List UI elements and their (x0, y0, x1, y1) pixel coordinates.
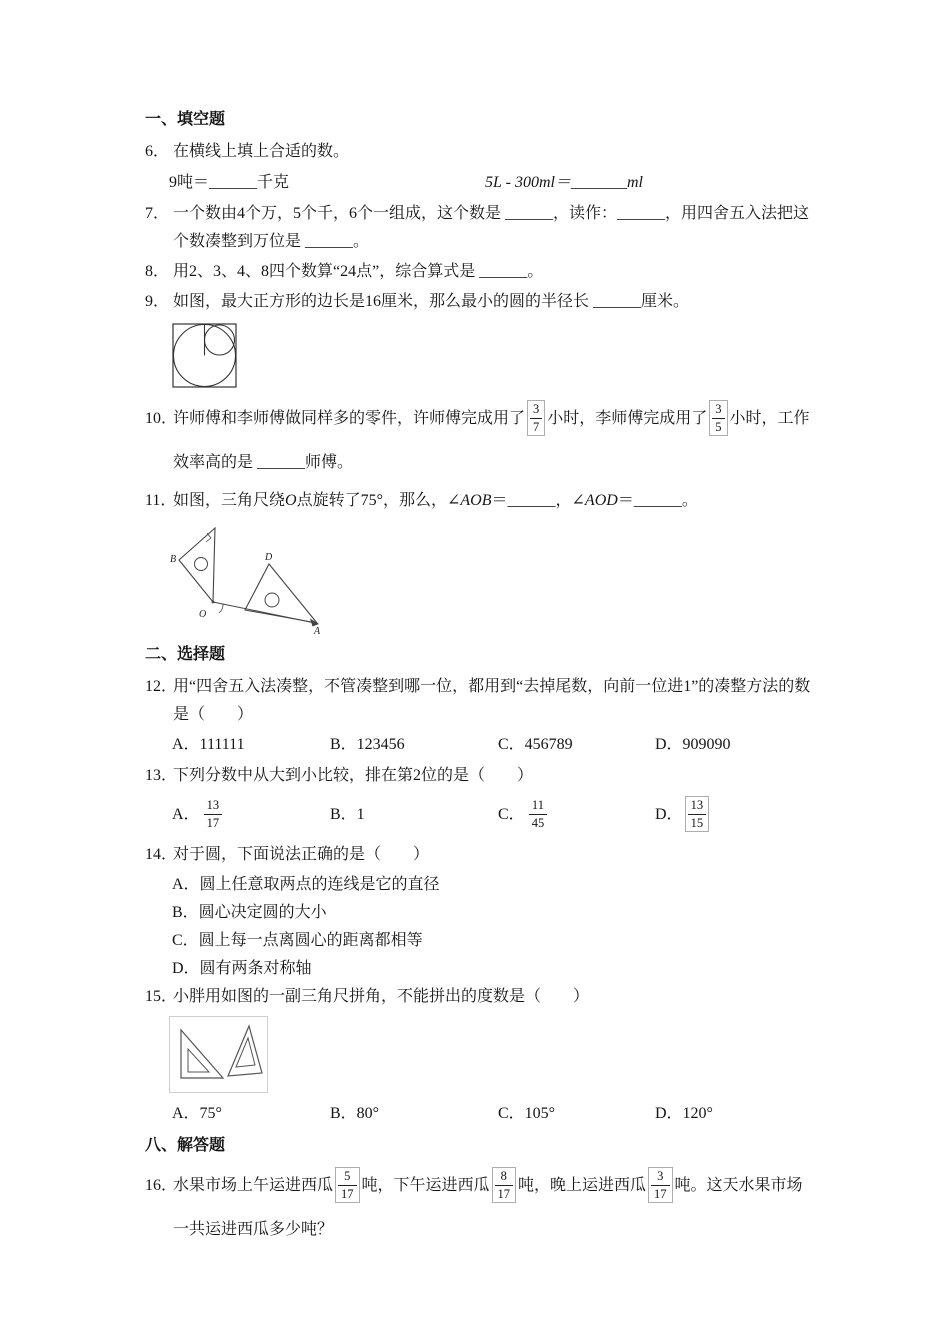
question-number: 6． (145, 143, 170, 160)
fraction-denominator: 45 (531, 815, 545, 830)
question-text: 下列分数中从大到小比较，排在第2位的是（ ） (173, 767, 534, 784)
question-number: 7． (145, 205, 170, 222)
question-text: 小时，李师傅完成用了 (547, 410, 708, 427)
unit-conversion-1: 9吨＝______千克 (169, 174, 290, 191)
option-a: A．圆上任意取两点的连线是它的直径 (172, 876, 440, 893)
question-number: 13． (145, 767, 178, 784)
figure-label-b: B (170, 554, 177, 565)
option-c: C．圆上每一点离圆心的距离都相等 (172, 932, 423, 949)
question-text: 用2、3、4、8四个数算“24点”，综合算式是 ______。 (173, 263, 544, 280)
fraction-denominator: 17 (341, 1186, 354, 1201)
angle-label: ∠AOD (571, 492, 618, 509)
option-b: B．1 (330, 806, 365, 823)
question-text: ＝______， (491, 492, 572, 509)
question-15 (145, 983, 815, 1011)
question-text: 点旋转了75°，那么， (296, 492, 447, 509)
option-d (655, 792, 815, 838)
fraction (527, 400, 545, 436)
question-7 (145, 200, 815, 256)
fraction-denominator: 17 (654, 1186, 667, 1201)
question-number: 12． (145, 678, 178, 695)
option-a: A．75° (172, 1105, 222, 1122)
fraction-numerator: 13 (204, 798, 223, 814)
fraction-numerator: 3 (530, 402, 542, 418)
option-d: D．圆有两条对称轴 (172, 960, 312, 977)
option-key: C． (498, 806, 525, 823)
question-text: 许师傅和李师傅做同样多的零件，许师傅完成用了 (173, 410, 526, 427)
question-11 (145, 487, 815, 515)
fraction-denominator: 17 (206, 815, 220, 830)
question-text: 对于圆，下面说法正确的是（ ） (173, 846, 430, 863)
question-15-options (145, 1100, 815, 1128)
option-a (172, 792, 330, 838)
question-text: 一个数由4个万，5个千，6个一组成，这个数是 ______，读作：______，用四舍五入法把这个数凑整到万位是 ______。 (173, 205, 810, 250)
section-title-fill-blanks: 一、填空题 (145, 111, 226, 128)
option-b: B．123456 (330, 736, 405, 753)
fraction (648, 1167, 673, 1203)
option-c (498, 792, 655, 838)
question-text: 吨，晚上运进西瓜 (518, 1177, 647, 1194)
fraction-numerator: 5 (338, 1169, 357, 1185)
question-10 (145, 397, 815, 485)
question-14 (145, 841, 815, 869)
question-6-blanks (145, 168, 815, 198)
figure-label-a: A (314, 626, 321, 635)
question-text: 水果市场上午运进西瓜 (173, 1177, 334, 1194)
question-text: 小胖用如图的一副三角尺拼角，不能拼出的度数是（ ） (173, 988, 590, 1005)
question-12-options (145, 731, 815, 759)
fraction-denominator: 7 (533, 419, 540, 434)
fraction-numerator: 3 (712, 402, 724, 418)
question-text: ＝______。 (617, 492, 698, 509)
question-8 (145, 258, 815, 286)
section-title-solve-problems: 八、解答题 (145, 1137, 226, 1154)
fraction (202, 797, 225, 831)
question-13-options (145, 792, 815, 838)
unit-conversion-2: 5L - 300ml＝_______ml (485, 174, 643, 191)
figure-rotated-triangle-rulers (169, 520, 324, 635)
fraction (527, 797, 550, 831)
option-c: C．105° (498, 1105, 556, 1122)
question-14-options (145, 871, 815, 983)
fraction-denominator: 15 (690, 815, 704, 830)
question-number: 15． (145, 988, 178, 1005)
question-16 (145, 1164, 815, 1252)
angle-label: ∠AOB (446, 492, 492, 509)
question-text: 吨。这天水果市场一共运进西瓜多少吨？ (173, 1177, 803, 1238)
point-label: O (285, 492, 297, 509)
figure-label-d: D (265, 552, 273, 563)
fraction (685, 796, 710, 832)
option-b: B．圆心决定圆的大小 (172, 904, 327, 921)
option-key: A． (172, 806, 200, 823)
question-6 (145, 138, 815, 166)
question-12 (145, 673, 815, 729)
fraction (709, 400, 727, 436)
question-number: 9． (145, 293, 170, 310)
option-d: D．909090 (655, 736, 731, 753)
fraction-numerator: 13 (688, 798, 707, 814)
question-text: 在横线上填上合适的数。 (173, 143, 350, 160)
option-b: B．80° (330, 1105, 380, 1122)
question-number: 16． (145, 1177, 178, 1194)
question-number: 14． (145, 846, 178, 863)
question-13 (145, 762, 815, 790)
fraction (335, 1167, 360, 1203)
figure-square-with-circles (169, 321, 249, 391)
section-title-multiple-choice: 二、选择题 (145, 646, 226, 663)
option-key: D． (655, 806, 683, 823)
figure-triangle-rulers (169, 1016, 269, 1094)
question-text: 如图，最大正方形的边长是16厘米，那么最小的圆的半径长 ______厘米。 (173, 293, 690, 310)
question-number: 8． (145, 263, 170, 280)
option-d: D．120° (655, 1105, 713, 1122)
question-text: 小时，工作效率高的是 ______师傅。 (173, 410, 810, 471)
question-number: 11． (145, 492, 177, 509)
fraction-numerator: 11 (529, 798, 548, 814)
question-text: 吨，下午运进西瓜 (361, 1177, 490, 1194)
question-9 (145, 288, 815, 316)
question-text: 如图，三角尺绕 (173, 492, 286, 509)
option-c: C．456789 (498, 736, 573, 753)
question-text: 用“四舍五入法凑整，不管凑整到哪一位，都用到“去掉尾数，向前一位进1”的凑整方法的数是（ ） (173, 678, 811, 723)
option-a: A．111111 (172, 736, 245, 753)
figure-label-o: O (199, 609, 207, 620)
fraction (492, 1167, 517, 1203)
fraction-denominator: 5 (715, 419, 722, 434)
fraction-denominator: 17 (497, 1186, 511, 1201)
fraction-numerator: 3 (651, 1169, 670, 1185)
question-number: 10． (145, 410, 178, 427)
fraction-numerator: 8 (495, 1169, 514, 1185)
